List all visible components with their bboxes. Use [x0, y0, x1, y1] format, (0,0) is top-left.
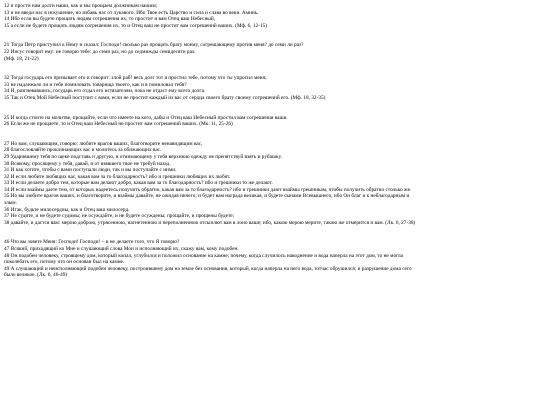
verse-line: 25 И когда стоите на молитве, прощайте, если что имеете на кого, дабы и Отец ваш Небесный простил вам согрешения ваши. [4, 114, 288, 121]
verse-line: 35 Так и Отец Мой Небесный поступит с вами, если не простит каждый из вас от сердца своего брату своему согрешений его. (Мф. 18, 32-35) [4, 94, 326, 101]
verse-line: 46 Что вы зовете Меня: Господи! Господи! – и не делаете того, что Я говорю? [4, 239, 180, 246]
verse-line: было великое. (Лк. 6, 46-49) [4, 272, 68, 279]
verse-line: 31 И как хотите, чтобы с вами поступали люди, так и вы поступайте с ними. [4, 167, 177, 174]
paragraph-gap [4, 62, 536, 75]
verse-line: 34 И, разгневавшись, государь его отдал его истязателям, пока не отдаст ему всего долга. [4, 88, 206, 95]
verse-line: 14 Ибо если вы будете прощать людям согрешения их, то простит и вам Отец ваш Небесный, [4, 16, 216, 23]
verse-line: 49 А слушающий и неисполняющий подобен человеку, построившему дом на земле без основания, который, когда наперла на него вода, тотчас обрушился; и разрушение дома сего [4, 265, 412, 272]
verse-line: 28 благословляйте проклинающих вас и молитесь за обижающих вас. [4, 147, 162, 154]
verse-line: 22 Иисус говорит ему: не говорю тебе: до семи раз, но до седмижды семидесяти раз. [4, 48, 196, 55]
verse-line: 26 Если же не прощаете, то и Отец ваш Небесный не простит вам согрешений ваших. (Мк. 11, 25-26) [4, 121, 233, 128]
verse-line: 33 не надлежало ли и тебе помиловать товарища твоего, как и я помиловал тебя? [4, 81, 187, 88]
verse-line: 29 Ударившему тебя по щеке подставь и другую, и отнимающему у тебя верхнюю одежду не препятствуй взять и рубашку. [4, 153, 282, 160]
verse-line: 21 Тогда Петр приступил к Нему и сказал: Господи! сколько раз прощать брату моему, согрешающему против меня? до семи ли раз? [4, 42, 304, 49]
verse-line: 48 Он подобен человеку, строящему дом, который копал, углубился и положил основание на камне; почему, когда случилось наводнение и вода наперла на этот дом, то не могла [4, 252, 404, 259]
paragraph-gap [4, 102, 536, 115]
verse-line: 12 и прости нам долги наши, как и мы прощаем должникам нашим; [4, 3, 158, 9]
verse-line: 33 И если делаете добро тем, которые вам делают добро, какая вам за то благодарность? ибо и грешники то же делают. [4, 180, 273, 187]
verse-line: 37 Не судите, и не будете судимы; не осуждайте, и не будете осуждены; прощайте, и прощены будете; [4, 213, 235, 220]
paragraph-gap [4, 226, 536, 239]
verse-line: 32 И если любите любящих вас, какая вам за то благодарность? ибо и грешники любящих их любят. [4, 173, 231, 180]
verse-line: 36 Итак, будьте милосердны, как и Отец ваш милосерд. [4, 206, 130, 213]
passage-matthew-18-21 [4, 42, 536, 62]
passage-matthew-6 [4, 3, 536, 29]
verse-line: поколебать его, потому что он основан был на камне. [4, 259, 125, 266]
passage-luke-6-46 [4, 239, 536, 279]
verse-line: 38 давайте, и дастся вам: мерою доброю, утрясенною, нагнетенною и переполненною отсыплют вам в лоно ваше; ибо, какою мерою мерите, такою же отмерится и вам. (Лк. 6, 27-38) [4, 219, 416, 226]
verse-line: 34 И если взаймы даете тем, от которых надеетесь получить обратно, какая вам за то благодарность? ибо и грешники дают взаймы грешникам, чтобы получить обратно столько же. [4, 186, 412, 193]
verse-line: 15 а если не будете прощать людям согрешения их, то и Отец ваш не простит вам согрешений ваших. (Мф. 6, 12-15) [4, 22, 268, 29]
paragraph-gap [4, 29, 536, 42]
passage-luke-6-27 [4, 141, 536, 227]
verse-line: 32 Тогда государь его призывает его и говорит: злой раб! весь долг тот я простил тебе, потому что ты упросил меня; [4, 75, 267, 82]
verse-line: 30 Всякому, просящему у тебя, давай, и от взявшего твое не требуй назад. [4, 160, 171, 167]
verse-line: (Мф. 18, 21-22) [4, 55, 39, 62]
paragraph-gap [4, 128, 536, 141]
verse-line: 47 Всякий, приходящий ко Мне и слушающий слова Мои и исполняющий их, скажу вам, кому подобен. [4, 246, 239, 253]
verse-line: 35 Но вы любите врагов ваших, и благотворите, и взаймы давайте, не ожидая ничего; и будет вам награда великая, и будете сынами Всевышнего; ибо Он благ и к неблагодарным и [4, 193, 410, 200]
passage-matthew-18-32 [4, 75, 536, 101]
verse-line: 27 Но вам, слушающим, говорю: любите врагов ваших, благотворите ненавидящим вас, [4, 140, 203, 147]
passage-mark-11 [4, 115, 536, 128]
verse-line: злым. [4, 200, 17, 207]
verse-line: 13 и не введи нас в искушение, но избавь нас от лукавого. Ибо Твое есть Царство и сила и слава во веки. Аминь. [4, 9, 259, 16]
